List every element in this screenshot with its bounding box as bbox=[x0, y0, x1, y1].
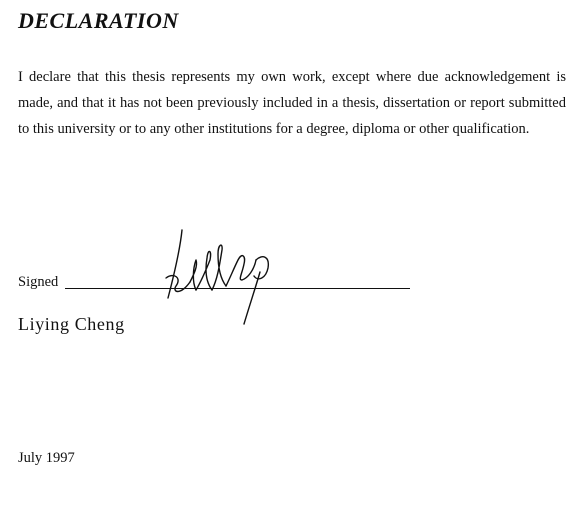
signer-name: Liying Cheng bbox=[18, 314, 125, 334]
handwritten-signature bbox=[160, 220, 290, 330]
signed-label: Signed bbox=[18, 274, 59, 290]
signature-date: July 1997 bbox=[18, 450, 75, 466]
page-title: DECLARATION bbox=[18, 8, 179, 33]
declaration-statement: I declare that this thesis represents my own work, except where due acknowledgement is made, and that it has not been previously included in a thesis, dissertation or report submitted to this university or to any other institutions for a degree, diploma or other qualification. bbox=[18, 69, 566, 137]
